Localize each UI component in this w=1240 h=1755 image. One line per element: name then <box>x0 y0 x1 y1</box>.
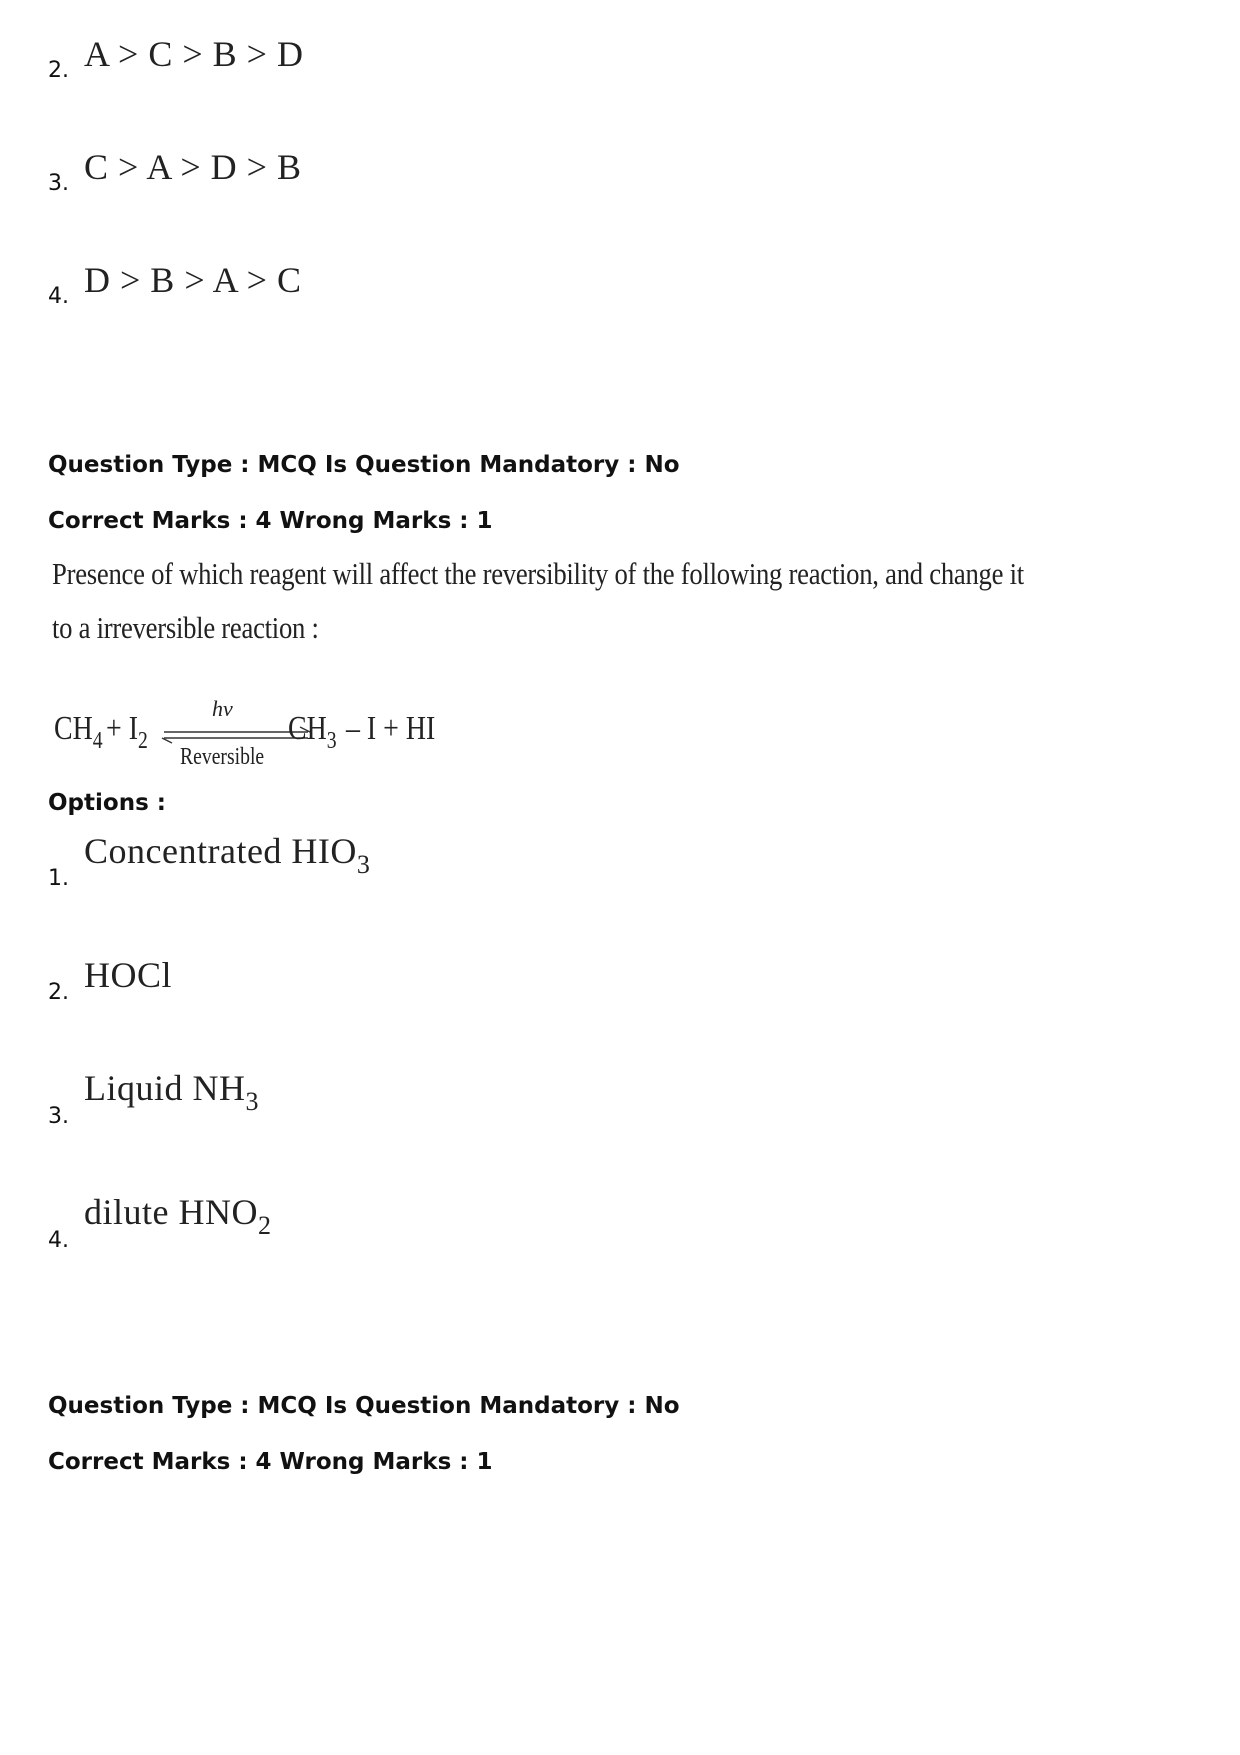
option-4-number: 4. <box>48 1228 69 1253</box>
prev-option-2-number: 2. <box>48 58 69 83</box>
product-rest: – I + HI <box>346 710 436 747</box>
arrow-label-reversible: Reversible <box>180 744 265 770</box>
question-marks-line: Correct Marks : 4 Wrong Marks : 1 <box>48 508 493 534</box>
option-4-text: dilute $HNO_2$ <box>84 1192 272 1240</box>
question-type-line: Question Type : MCQ Is Question Mandatory : No <box>48 452 680 478</box>
option-2-text: HOCl <box>84 955 173 995</box>
prev-option-3-number: 3. <box>48 171 69 196</box>
option-3-text: Liquid $NH_3$ <box>84 1068 259 1116</box>
prev-option-4-text: D > B > A > C <box>84 260 302 300</box>
option-1-text: Concentrated $HIO_3$ <box>84 831 371 879</box>
reaction-equation <box>54 696 454 780</box>
arrow-label-hv: hν <box>212 696 233 721</box>
next-question-marks-line: Correct Marks : 4 Wrong Marks : 1 <box>48 1449 493 1475</box>
option-2-number: 2. <box>48 980 69 1005</box>
prev-option-4-number: 4. <box>48 284 69 309</box>
question-text-line-1: Presence of which reagent will affect the reversibility of the following reaction, and change it <box>52 556 1024 591</box>
next-question-type-line: Question Type : MCQ Is Question Mandatory : No <box>48 1393 680 1419</box>
prev-option-3-text: C > A > D > B <box>84 147 302 187</box>
question-text-line-2: to a irreversible reaction : <box>52 610 319 645</box>
prev-option-2-text: A > C > B > D <box>84 34 304 74</box>
option-1-number: 1. <box>48 866 69 891</box>
options-label: Options : <box>48 790 166 816</box>
reactant-i2: + $I_2$ <box>106 710 148 754</box>
option-3-number: 3. <box>48 1104 69 1129</box>
product-ch3: $CH_3$ <box>288 710 337 754</box>
reactant-ch4: $CH_4$ <box>54 710 103 754</box>
